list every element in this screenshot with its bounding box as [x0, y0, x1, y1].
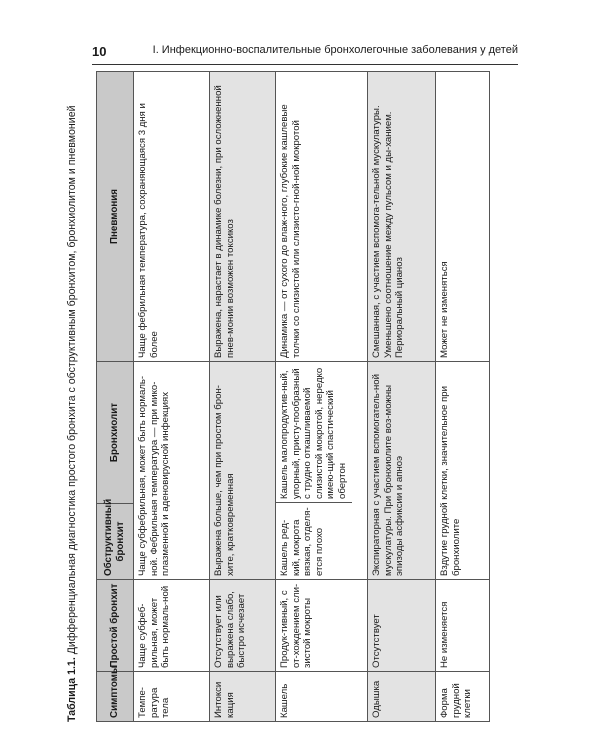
header-rule	[92, 64, 518, 65]
cell-bronchiolitis: Кашель малопродуктив-ный, упорный, присту-пообразный с трудно откашливаемой слизистой мокротой, нередко имею-щий спастический обертон	[279, 367, 348, 499]
cell-obstructive: Кашель ред-кий, мокрота вязкая, отделя-ется плохо	[276, 502, 352, 579]
cell-obstructive-bronchiolitis: Вздутие грудной клетки, значительное при бронхиолите	[436, 362, 490, 580]
running-head: I. Инфекционно-воспалительные бронхолегочные заболевания у детей	[152, 44, 518, 56]
caption-text: Дифференциальная диагностика простого бронхита с обструктивным бронхитом, бронхиолитом и пневмонией	[66, 105, 78, 658]
cell-obstructive-bronchiolitis: Экспираторная с участием вспомогатель-ной мускулатуры. При бронхиолите воз-можны эпизоды асфиксии и апноэ	[368, 362, 436, 580]
cell-pneumonia: Выражена, нарастает в динамике болезни, при осложненной пнев-монии возможен токсикоз	[210, 72, 276, 362]
cell-symptom: Форма грудной клетки	[436, 672, 490, 722]
cell-obstructive-bronchiolitis-split	[276, 362, 368, 580]
cell-symptom: Темпе-ратура тела	[134, 672, 210, 722]
cell-pneumonia: Смешанная, с участием вспомога-тельной мускулатуры. Уменьшено соотношение между пульсом и ды-ханием. Периоральный цианоз	[368, 72, 436, 362]
table-row	[276, 72, 368, 722]
cell-pneumonia: Динамика — от сухого до влаж-ного, глубокие кашлевые толчки со слизистой или слизисто-гной-ной мокротой	[276, 72, 368, 362]
rotated-table-block	[66, 72, 498, 722]
cell-pneumonia: Чаще фебрильная температура, сохраняющаяся 3 дня и более	[134, 72, 210, 362]
page-number: 10	[92, 44, 107, 59]
cell-simple: Отсутствует или выражена слабо, быстро исчезает	[210, 580, 276, 672]
cell-simple: Чаще субфеб-рильная, может быть нормаль-ной	[134, 580, 210, 672]
cell-simple: Продук-тивный, с от-хождением сли-зистой мокроты	[276, 580, 368, 672]
diagnosis-table	[96, 71, 490, 722]
cell-pneumonia: Может не изменяться	[436, 72, 490, 362]
table-row	[210, 72, 276, 722]
table-row	[436, 72, 490, 722]
header-bronchiolitis: Бронхиолит	[97, 362, 134, 504]
cell-simple: Отсутствует	[368, 580, 436, 672]
table-header-row	[97, 72, 134, 722]
cell-symptom: Интокси кация	[210, 672, 276, 722]
header-obstructive-bronchitis: Обструктивный бронхит	[97, 504, 134, 580]
table-caption	[66, 72, 94, 722]
cell-symptom: Одышка	[368, 672, 436, 722]
caption-label: Таблица 1.1.	[66, 657, 78, 722]
header-simple-bronchitis: Простой бронхит	[97, 580, 134, 672]
header-pneumonia: Пневмония	[97, 72, 134, 362]
header-symptoms: Симптомы	[97, 672, 134, 722]
cell-simple: Не изменяется	[436, 580, 490, 672]
cell-symptom: Кашель	[276, 672, 368, 722]
page-header	[92, 44, 518, 64]
table-row	[368, 72, 436, 722]
cell-obstructive-bronchiolitis: Выражена больше, чем при простом брон-хите, кратковременная	[210, 362, 276, 580]
cell-obstructive-bronchiolitis: Чаще субфебрильная, может быть нормаль-ной. Фебрильная температура — при мико-плазменной и аденовирусной инфекциях	[134, 362, 210, 580]
table-row	[134, 72, 210, 722]
